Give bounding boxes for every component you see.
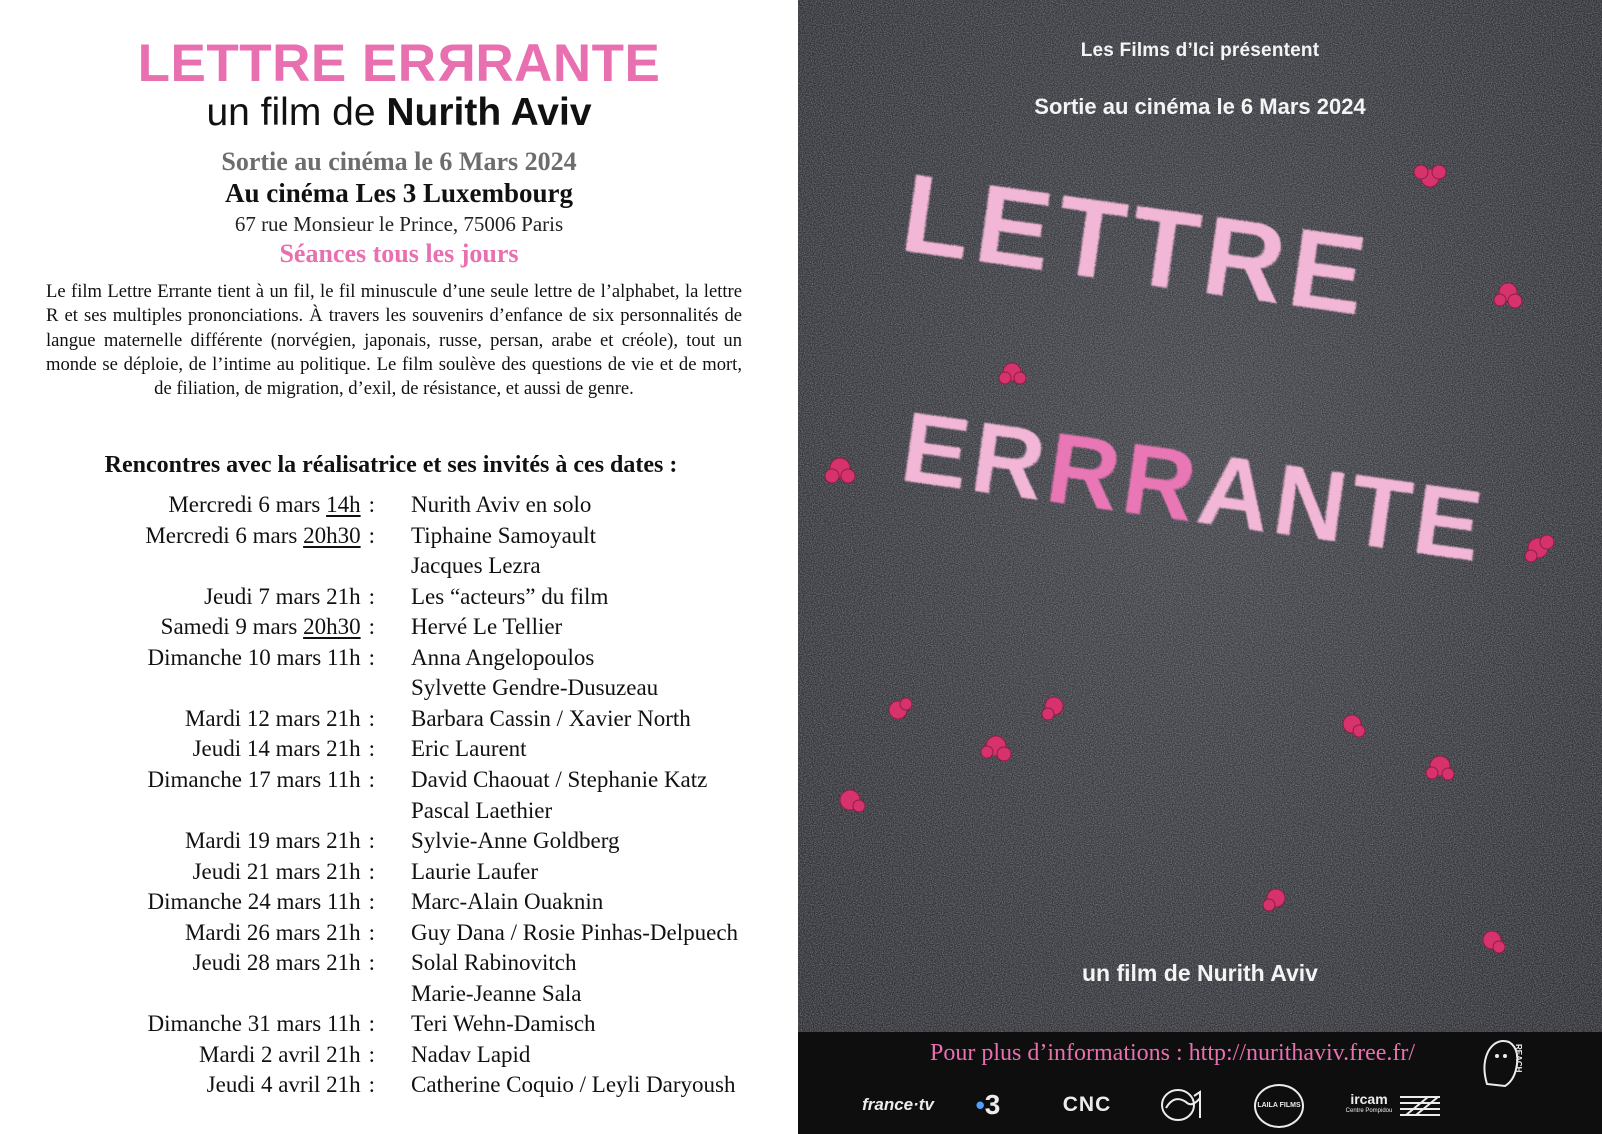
schedule-guest: Eric Laurent [411,736,527,762]
schedule-guest: Marc-Alain Ouaknin [411,889,604,915]
schedule-row [0,520,798,551]
schedule-row [0,703,798,734]
schedule-time: 11h [326,889,361,915]
schedule-row [0,581,798,612]
release-date: Sortie au cinéma le 6 Mars 2024 [221,147,577,176]
schedule-date [145,520,375,551]
schedule-colon: : [368,644,375,670]
schedule-date [193,947,375,978]
schedule-guest: Teri Wehn-Damisch [411,1011,596,1037]
schedule-colon: : [368,583,375,609]
schedule-row [0,611,798,642]
schedule-day: Jeudi 7 mars [204,583,327,609]
schedule-colon: : [368,736,375,762]
schedule-day: Samedi 9 mars [160,614,304,640]
schedule-time: 21h [326,705,361,731]
schedule-row [0,1039,798,1070]
poster-release-date: Sortie au cinéma le 6 Mars 2024 [1034,94,1366,119]
schedule-colon: : [368,919,375,945]
schedule-time: 21h [326,1041,361,1067]
poster-presents: Les Films d’Ici présentent [1080,40,1320,61]
synopsis: Le film Lettre Errante tient à un fil, le fil minuscule d’une seule lettre de l’alphabet, la lettre R et ses multiples prononciations. À travers les souvenirs d’enfance de six personnalités de langue maternelle différente (norvégien, japonais, russe, persan, arabe et créole), tout un monde se déploie, de l’intime au politique. Le film soulève des questions de vie et de mort, de filiation, de migration, d’exil, de résistance, et aussi de genre. [46,281,742,400]
schedule-time: 21h [326,828,361,854]
laila-films-logo: LAILA FILMS [1254,1084,1304,1128]
schedule-colon: : [368,492,375,517]
schedule-time: 14h [326,492,361,517]
schedule-guest: Hervé Le Tellier [411,614,563,640]
title-reversed-letter: R [436,34,476,93]
schedule-day: Mercredi 6 mars [145,522,304,548]
schedule-time: 11h [326,644,361,670]
schedule-row [0,886,798,917]
schedule-row [0,978,798,1009]
schedule-date [207,1069,375,1100]
schedule-guest: Barbara Cassin / Xavier North [411,705,691,731]
more-info [930,1040,1415,1067]
cinema-address: 67 rue Monsieur le Prince, 75006 Paris [234,212,564,236]
rencontres-heading [0,450,798,480]
website-link[interactable]: http://nurithaviv.free.fr/ [1188,1040,1416,1066]
schedule-day: Jeudi 4 avril [206,1072,327,1098]
poster-byline: un film de Nurith Aviv [1082,960,1318,986]
schedule-guest: Laurie Laufer [411,858,539,884]
schedule-time: 21h [326,858,361,884]
chalk-ante: ANTE [1191,432,1493,584]
title-part-2: RANTE [475,34,661,93]
schedule-guest: Marie-Jeanne Sala [411,980,582,1006]
centre-pompidou-icon [1398,1088,1442,1122]
schedule-guest: Catherine Coquio / Leyli Daryoush [411,1072,736,1098]
flyer-left-panel [0,0,798,1134]
schedule-day: Jeudi 21 mars [192,858,327,884]
schedule-row [0,733,798,764]
schedule-guest: Solal Rabinovitch [411,950,577,976]
schedule-day: Mardi 26 mars [184,919,327,945]
schedule-date [193,856,375,887]
schedule-time: 21h [326,583,361,609]
schedule-day: Jeudi 28 mars [192,950,327,976]
rencontres-heading-text: Rencontres avec la réalisatrice et ses invités à ces dates : [104,452,678,478]
film-title [0,34,798,94]
schedule-date [204,581,375,612]
schedule-guest: Sylvie-Anne Goldberg [411,828,620,854]
schedule-guest: Guy Dana / Rosie Pinhas-Delpuech [411,919,739,945]
chalk-rr: RR [1040,411,1207,544]
france3-logo [968,1088,1008,1122]
schedule-time: 21h [326,950,361,976]
poster-footer [798,1032,1602,1134]
schedule-row [0,642,798,673]
schedule-guest: Tiphaine Samoyault [411,522,597,548]
schedule-day: Mardi 12 mars [184,705,327,731]
chalk-word-lettre: LETTRE [894,149,1379,340]
schedule-day: Dimanche 24 mars [147,889,327,915]
schedule-colon: : [368,766,375,792]
schedule-date [185,825,375,856]
film-byline [0,90,798,136]
schedule-row [0,550,798,581]
schedule-row [0,795,798,826]
schedule-date [193,733,375,764]
chalk-word-errante [895,391,1492,584]
schedule-time: 21h [326,919,361,945]
schedule-day: Mercredi 6 mars [168,492,327,517]
byline-prefix: un film de [206,91,387,134]
reach-logo [1478,1034,1526,1094]
schedule-date [147,886,375,917]
schedule-day: Jeudi 14 mars [192,736,327,762]
schedule-row [0,672,798,703]
schedule-guest: Les “acteurs” du film [411,583,609,609]
more-info-label: Pour plus d’informations : [930,1040,1189,1066]
schedule-date [185,703,375,734]
schedule-colon: : [368,828,375,854]
schedule-colon: : [368,705,375,731]
title-part-1: LETTRE ER [137,34,437,93]
director-name: Nurith Aviv [386,91,592,134]
schedule-colon: : [368,889,375,915]
chalk-title [798,0,1602,1032]
schedule-row [0,825,798,856]
schedule-time: 11h [326,1011,361,1037]
schedule-row [0,1008,798,1039]
schedule-guest: David Chaouat / Stephanie Katz [411,766,708,792]
francetv-logo: france·tv [862,1095,934,1114]
films-dici-logo-icon [1158,1088,1206,1122]
schedule-time: 21h [326,1072,361,1098]
schedule-date [147,764,375,795]
schedule-colon: : [368,950,375,976]
schedule-colon: : [368,614,375,640]
schedule-row [0,917,798,948]
schedule-row [0,1069,798,1100]
schedule-date [147,1008,375,1039]
schedule-day: Mardi 19 mars [184,828,327,854]
schedule-day: Dimanche 17 mars [147,766,327,792]
schedule-colon: : [368,1072,375,1098]
schedule-colon: : [368,1011,375,1037]
schedule-colon: : [368,1041,375,1067]
reach-text: REACH [1514,1044,1523,1073]
schedule-date [147,642,375,673]
schedule-day: Dimanche 10 mars [147,644,327,670]
schedule-guest: Jacques Lezra [411,553,541,579]
schedule-row [0,764,798,795]
ircam-sub-text: Centre Pompidou [1345,1108,1393,1114]
schedule-day: Mardi 2 avril [199,1041,327,1067]
schedule-time: 11h [326,766,361,792]
cinema-name: Au cinéma Les 3 Luxembourg [224,178,573,208]
schedule-time: 20h30 [303,522,361,548]
schedule-colon: : [368,858,375,884]
france3-dot-icon: • [975,1089,985,1120]
schedule-guest: Nurith Aviv en solo [411,492,592,517]
schedule-date [199,1039,375,1070]
schedule-row [0,489,798,520]
schedule-day: Dimanche 31 mars [147,1011,327,1037]
schedule-guest: Nadav Lapid [411,1041,531,1067]
schedule-guest: Anna Angelopoulos [411,644,595,670]
schedule-guest: Pascal Laethier [411,797,553,823]
schedule-date [168,489,375,520]
cnc-logo: CNC [1062,1093,1112,1116]
schedule-row [0,947,798,978]
schedule-time: 21h [326,736,361,762]
schedule-date [185,917,375,948]
ircam-text: ircam [1350,1091,1388,1107]
schedule-time: 20h30 [303,614,361,640]
schedule-guest: Sylvette Gendre-Dusuzeau [411,675,659,701]
schedule-colon: : [368,522,375,548]
chalk-er: ER [894,390,1057,523]
schedule-date [161,611,375,642]
france3-number: 3 [984,1089,1001,1120]
film-poster [798,0,1602,1134]
seances-notice: Séances tous les jours [279,239,519,268]
ircam-logo [1346,1088,1392,1122]
schedule-row [0,856,798,887]
